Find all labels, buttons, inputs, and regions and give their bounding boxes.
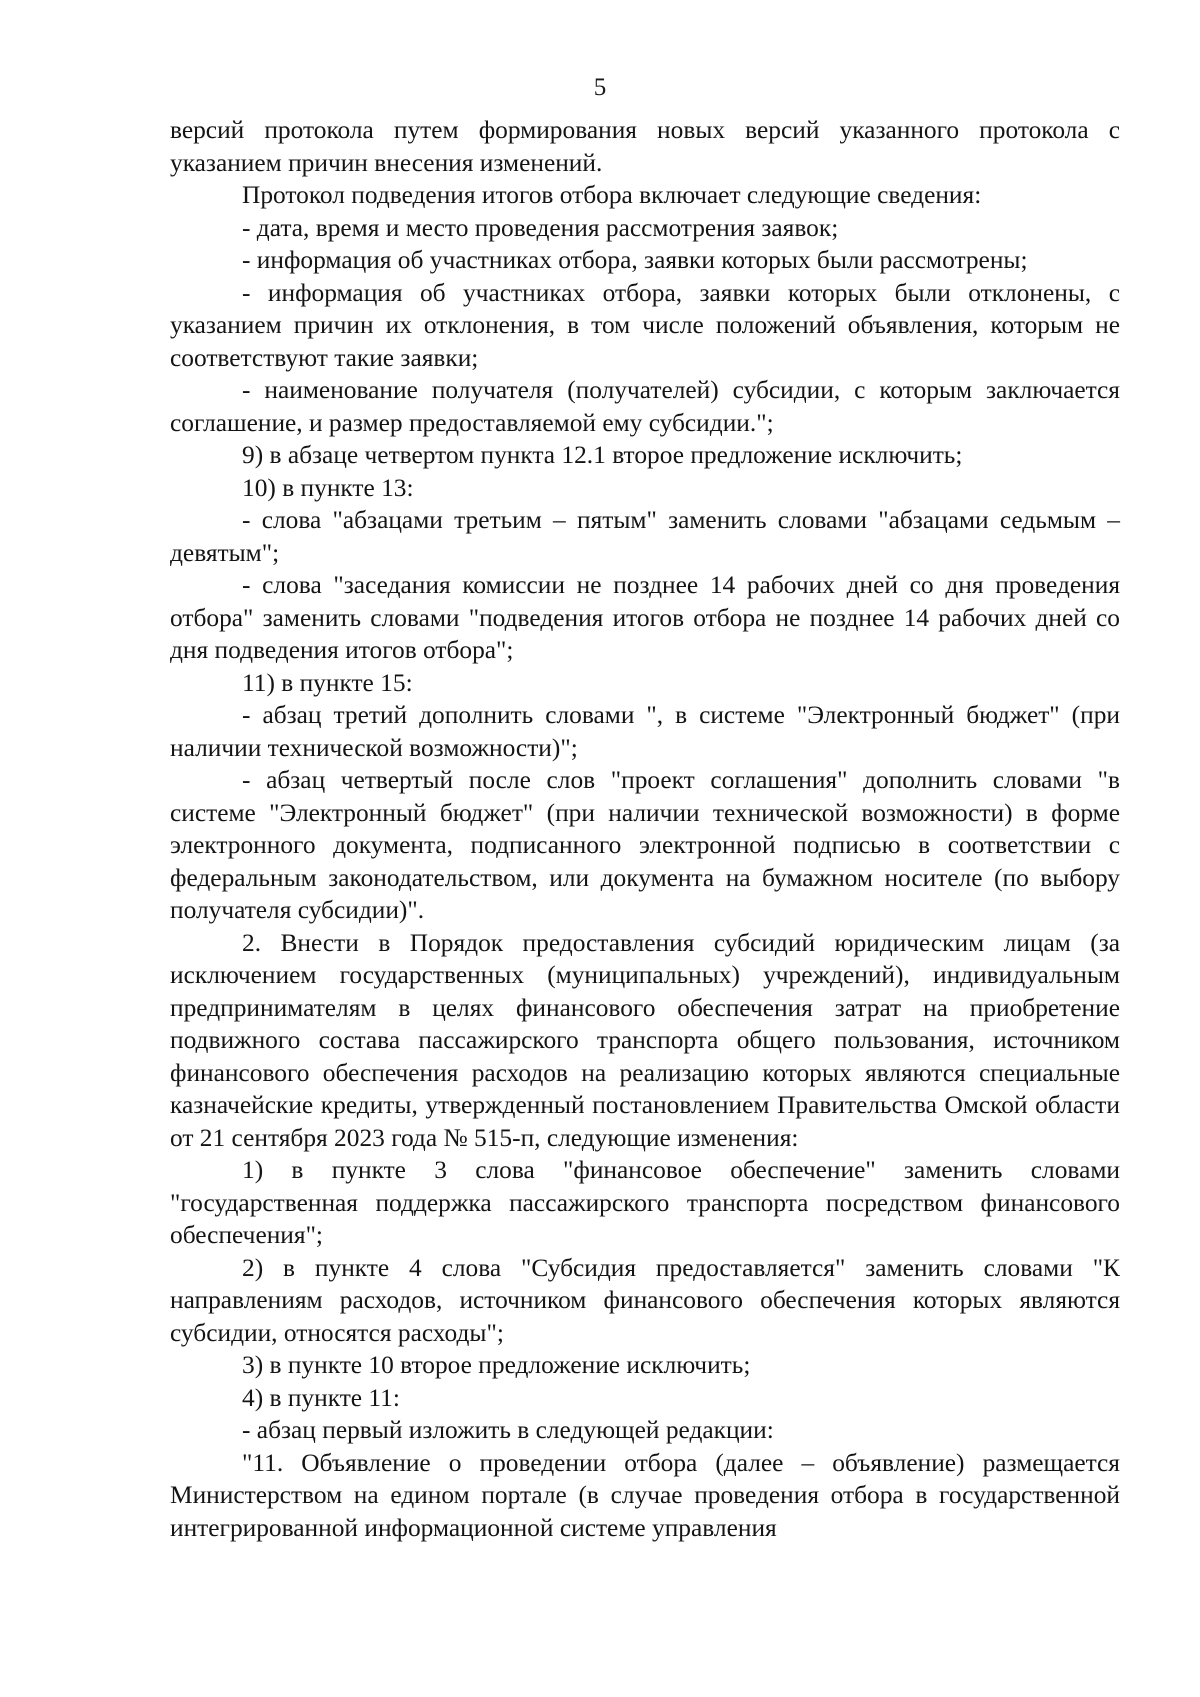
paragraph: 2. Внести в Порядок предоставления субсидий юридическим лицам (за исключением государственных (муниципальных) учреждений), индивидуальным предпринимателям в целях финансового обеспечения затрат на приобретение подвижного состава пассажирского транспорта общего пользования, источником финансового обеспечения расходов на реализацию которых являются специальные казначейские кредиты, утвержденный постановлением Правительства Омской области от 21 сентября 2023 года № 515-п, следующие изменения: — [170, 928, 1120, 1152]
paragraph: 3) в пункте 10 второе предложение исключить; — [242, 1351, 751, 1379]
paragraph: 10) в пункте 13: — [242, 473, 414, 502]
paragraph: 1) в пункте 3 слова "финансовое обеспечение" заменить словами "государственная поддержка пассажирского транспорта посредством финансового обеспечения"; — [170, 1156, 1120, 1249]
list-item: - слова "абзацами третьим – пятым" заменить словами "абзацами седьмым – девятым"; — [170, 506, 1120, 567]
list-item: - дата, время и место проведения рассмотрения заявок; — [242, 213, 839, 242]
list-item: - абзац четвертый после слов "проект соглашения" дополнить словами "в системе "Электронный бюджет" (при наличии технической возможности) в форме электронного документа, подписанного электронной подписью в соответствии с федеральным законодательством, или документа на бумажном носителе (по выбору получателя субсидии)". — [170, 766, 1120, 924]
page-number: 5 — [593, 74, 607, 101]
paragraph: версий протокола путем формирования новых версий указанного протокола с указанием причин внесения изменений. — [170, 116, 1120, 177]
paragraph: "11. Объявление о проведении отбора (далее – объявление) размещается Министерством на едином портале (в случае проведения отбора в государственной интегрированной информационной системе управления — [170, 1448, 1120, 1542]
list-item: - абзац третий дополнить словами ", в системе "Электронный бюджет" (при наличии технической возможности)"; — [170, 701, 1120, 762]
paragraph: Протокол подведения итогов отбора включает следующие сведения: — [242, 181, 982, 209]
list-item: - абзац первый изложить в следующей редакции: — [242, 1416, 774, 1444]
paragraph: 9) в абзаце четвертом пункта 12.1 второе предложение исключить; — [242, 441, 963, 469]
document-body — [170, 114, 1120, 1544]
list-item: - наименование получателя (получателей) субсидии, с которым заключается соглашение, и размер предоставляемой ему субсидии."; — [170, 376, 1120, 437]
paragraph: 4) в пункте 11: — [242, 1383, 400, 1412]
list-item: - информация об участниках отбора, заявки которых были отклонены, с указанием причин их отклонения, в том числе положений объявления, которым не соответствуют такие заявки; — [170, 278, 1120, 372]
list-item: - слова "заседания комиссии не позднее 14 рабочих дней со дня проведения отбора" заменить словами "подведения итогов отбора не позднее 14 рабочих дней со дня подведения итогов отбора"; — [170, 571, 1120, 664]
paragraph: 2) в пункте 4 слова "Субсидия предоставляется" заменить словами "К направлениям расходов, источником финансового обеспечения которых являются субсидии, относятся расходы"; — [170, 1253, 1120, 1347]
list-item: - информация об участниках отбора, заявки которых были рассмотрены; — [242, 246, 1028, 274]
paragraph: 11) в пункте 15: — [242, 668, 413, 697]
